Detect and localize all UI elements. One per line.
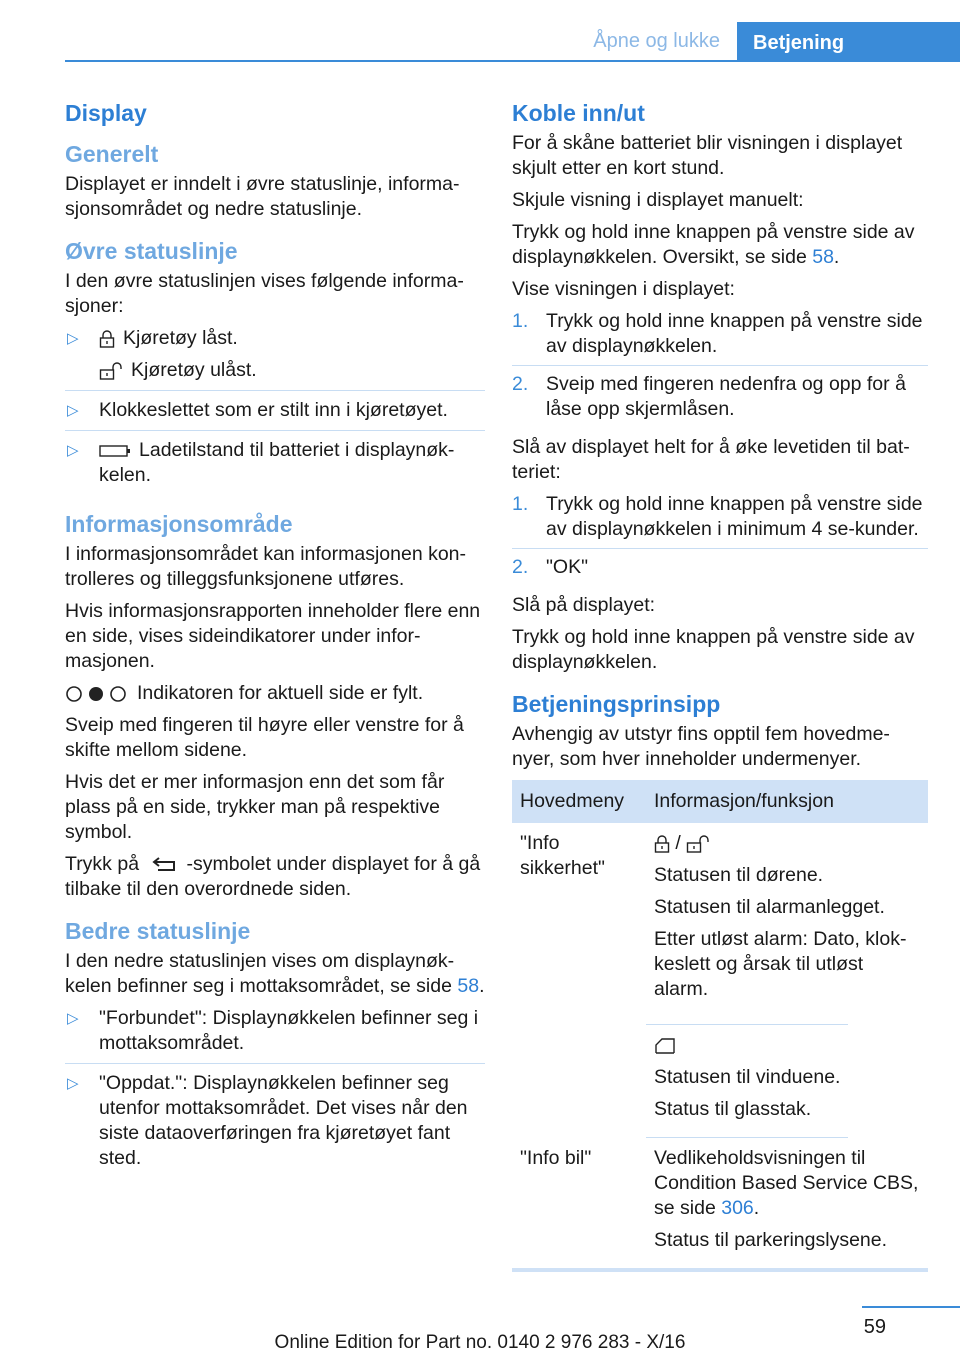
heading-koble-inn-ut: Koble inn/ut (512, 100, 645, 126)
ovre-status-list (65, 326, 485, 495)
header-tab: Betjening (737, 22, 960, 62)
locked-label: Kjøretøy låst. (123, 327, 238, 349)
back-arrow-icon (152, 857, 178, 873)
unlocked-label: Kjøretøy ulåst. (131, 359, 257, 381)
ovre-statuslinje-text: I den øvre statuslinjen vises følgende informa-sjoner: (65, 270, 464, 317)
table-cell: Statusen til vinduene. Status til glasstak. (646, 1025, 848, 1138)
triangle-marker-icon: ▷ (67, 442, 79, 459)
left-column: Display Generelt Displayet er inndelt i øvre statuslinje, informa-sjonsområdet og nedre statuslinje. Øvre statuslinje I den øvre statuslinjen vises følgende informa-sjoner: ▷ Kjøretøy låst. Kjøretøy ulåst. ▷ Klokkeslettet som er stilt inn i kjøretøyet. ▷ Ladetilstand til batteriet i displaynøk-kelen. Informasjonsområde I informasjonsområdet kan informasjonen kon-trolleres og tilleggsfunksjonene utføres. Hvis informasjonsrapporten inneholder flere enn en side, vises sideindikatorer under infor-masjonen. Indikatoren for aktuell side er fylt. Sveip med fingeren til høyre eller venstre for å skifte mellom sidene. Hvis det er mer informasjon enn det som får plass på en side, trykker man på respektive symbol. Trykk på -symbolet under displayet for å gå tilbake til den overordnede siden. Bedre statuslinje I den nedre statuslinjen vises om displaynøk-kelen befinner seg i mottaksområdet, se side 58. ▷ "Forbundet": Displaynøkkelen befinner seg i mottaksområdet. ▷ "Oppdat.": Displaynøkkelen befinner seg utenfor mottaksområdet. Det vises når den siste dataoverføringen fra kjøretøyet fant sted. (65, 100, 485, 1185)
table-cell: / Statusen til dørene. Statusen til alarmanlegget. Etter utløst alarm: Dato, klok-keslett og årsak til utløst alarm. (654, 832, 907, 1000)
list-item: 2. Sveip med fingeren nedenfra og opp for å låse opp skjermlåsen. (512, 373, 906, 420)
list-item: ▷ "Forbundet": Displaynøkkelen befinner seg i mottaksområdet. (65, 1006, 485, 1064)
table-header: Informasjon/funksjon (646, 780, 928, 823)
heading-informasjonsomrade: Informasjonsområde (65, 511, 293, 537)
header-rule (65, 60, 960, 62)
list-item: ▷ "Oppdat.": Displaynøkkelen befinner seg utenfor mottaksområdet. Det vises når den siste dataoverføringen fra kjøretøyet fant sted. (67, 1072, 468, 1169)
list-item: 1. Trykk og hold inne knappen på venstre side av displaynøkkelen. (512, 309, 928, 366)
triangle-marker-icon: ▷ (67, 330, 79, 347)
page-number-rule (862, 1306, 960, 1308)
right-column: Koble inn/ut For å skåne batteriet blir visningen i displayet skjult etter en kort stund. Skjule visning i displayet manuelt: Trykk og hold inne knappen på venstre side av displaynøkkelen. Oversikt, se side 58. Vise visningen i displayet: 1. Trykk og hold inne knappen på venstre side av displaynøkkelen. 2. Sveip med fingeren nedenfra og opp for å låse opp skjermlåsen. Slå av displayet helt for å øke levetiden til bat-teriet: 1. Trykk og hold inne knappen på venstre side av displaynøkkelen i minimum 4 se-kunder. 2. "OK" Slå på displayet: Trykk og hold inne knappen på venstre side av displaynøkkelen. Betjeningsprinsipp Avhengig av utstyr fins opptil fem hovedme-nyer, som hver inneholder undermenyer. Hovedmeny Informasjon/funksjon "Info sikkerhet" / Statusen til dørene. Statusen til alarmanlegget. Etter utløst alarm: Dato, klok-keslett og årsak til utløst alarm. Statusen til vinduene. Status til glasstak. "Info bil" Vedlikeholdsvisningen til Condition Based Service CBS, se side 306. Status til parkeringslysene. (512, 100, 928, 1272)
page-link[interactable]: 306 (721, 1197, 754, 1219)
generelt-text: Displayet er inndelt i øvre statuslinje, informa-sjonsområdet og nedre statuslinje. (65, 173, 460, 220)
page-header (0, 0, 960, 62)
list-item: 1. Trykk og hold inne knappen på venstre side av displaynøkkelen i minimum 4 se-kunder. (512, 492, 928, 549)
bedre-status-list (65, 1006, 485, 1178)
list-item: 2. "OK" (512, 556, 589, 578)
heading-bedre-statuslinje: Bedre statuslinje (65, 918, 251, 944)
battery-icon (99, 444, 131, 458)
table-header: Hovedmeny (512, 780, 646, 823)
display-title: Display (65, 100, 147, 126)
heading-generelt: Generelt (65, 141, 159, 167)
steps-show-display (512, 309, 928, 428)
lock-closed-icon (654, 835, 670, 853)
page-number: 59 (863, 1316, 886, 1338)
page-link[interactable]: 58 (812, 246, 834, 268)
page-link[interactable]: 58 (457, 975, 480, 997)
footer-text: Online Edition for Part no. 0140 2 976 283 - X/16 (274, 1332, 686, 1353)
table-cell: "Info sikkerhet" (520, 832, 605, 879)
heading-ovre-statuslinje: Øvre statuslinje (65, 238, 238, 264)
triangle-marker-icon: ▷ (67, 1075, 79, 1092)
steps-switch-off (512, 492, 928, 586)
page-indicator-icon (65, 685, 129, 703)
table-cell: Vedlikeholdsvisningen til Condition Based Service CBS, se side 306. Status til parkeringslysene. (654, 1147, 919, 1251)
header-section: Åpne og lukke (593, 30, 720, 52)
window-icon (654, 1037, 676, 1055)
heading-betjeningsprinsipp: Betjeningsprinsipp (512, 691, 721, 717)
menu-table (512, 780, 928, 1268)
lock-closed-icon (99, 330, 115, 348)
table-cell: "Info bil" (520, 1147, 592, 1169)
lock-open-icon (99, 362, 123, 380)
list-item (65, 326, 485, 391)
lock-open-icon (686, 835, 710, 853)
triangle-marker-icon: ▷ (67, 1010, 79, 1027)
list-item: ▷ Klokkeslettet som er stilt inn i kjøretøyet. (65, 398, 485, 431)
table-end-rule (512, 1268, 928, 1272)
list-item: ▷ Ladetilstand til batteriet i displaynøk-kelen. (67, 439, 455, 486)
triangle-marker-icon: ▷ (67, 402, 79, 419)
